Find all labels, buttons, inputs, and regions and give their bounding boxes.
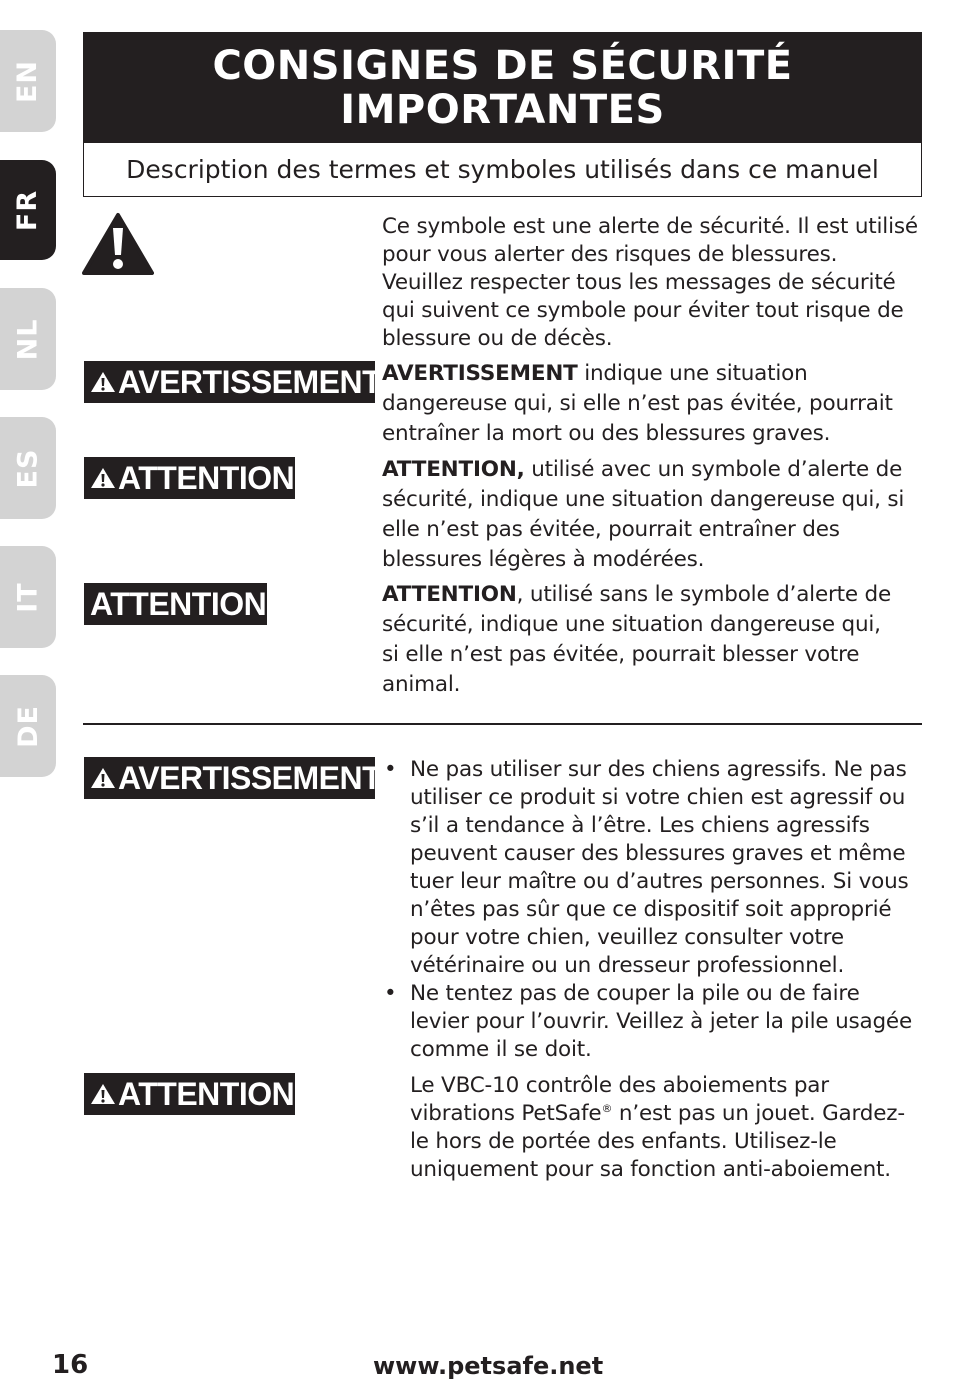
tab-de[interactable]	[0, 675, 56, 777]
warning-item-text: Ne tentez pas de couper la pile ou de faire levier pour l’ouvrir. Veillez à jeter la pile usagée comme il se doit.	[410, 981, 912, 1062]
tab-nl-label: NL	[12, 318, 44, 360]
caution-label	[84, 457, 295, 499]
registered-mark: ®	[601, 1101, 613, 1115]
tab-de-label: DE	[12, 704, 44, 748]
warning-triangle-icon	[90, 1082, 116, 1106]
list-item	[382, 756, 922, 980]
alert-symbol-description: Ce symbole est une alerte de sécurité. Il est utilisé pour vous alerter des risques de blessures. Veuillez respecter tous les messages de sécurité qui suivent ce symbole pour éviter tout risque de blessure ou de décès.	[382, 214, 918, 351]
warning-label-text: AVERTISSEMENT	[118, 364, 382, 400]
caution-section-label-text: ATTENTION	[118, 1076, 295, 1112]
warning-description	[382, 359, 922, 449]
tab-it[interactable]	[0, 546, 56, 648]
warnings-label-text: AVERTISSEMENT	[118, 760, 382, 796]
caution-description-text: utilisé avec un symbole d’alerte de sécurité, indique une situation dangereuse qui, si elle n’est pas évitée, pourrait entraîner des blessures légères à modérées.	[382, 457, 905, 572]
page-subtitle: Description des termes et symboles utilisés dans ce manuel	[83, 143, 922, 197]
warning-triangle-icon	[82, 212, 154, 276]
page-title-line-2: IMPORTANTES	[340, 86, 665, 133]
warning-triangle-icon	[90, 370, 116, 394]
warning-item-text: Ne pas utiliser sur des chiens agressifs. Ne pas utiliser ce produit si votre chien est agressif ou s’il a tendance à l’être. Les chiens agressifs peuvent causer des blessures graves et même tuer leur maître ou d’autres personnes. Si vous n’êtes pas sûr que ce dispositif soit approprié pour votre chien, veuillez consulter votre vétérinaire ou un dresseur professionnel.	[410, 757, 909, 978]
notice-description	[382, 580, 902, 700]
page-title-line-1: CONSIGNES DE SÉCURITÉ	[212, 42, 793, 89]
section-divider	[83, 723, 922, 725]
caution-label-text: ATTENTION	[118, 460, 295, 496]
footer-url[interactable]: www.petsafe.net	[373, 1352, 604, 1380]
caution-section-label	[84, 1073, 295, 1115]
caution-text-part-1: Le VBC-10 contrôle des aboiements par vibrations PetSafe	[410, 1073, 829, 1126]
bullet: •	[384, 757, 397, 782]
tab-es[interactable]	[0, 417, 56, 519]
tab-fr-label: FR	[12, 189, 44, 231]
page-header	[83, 32, 922, 143]
notice-label	[84, 583, 267, 625]
tab-fr[interactable]	[0, 160, 56, 260]
tab-es-label: ES	[12, 448, 44, 488]
caution-text-part-2: n’est pas un jouet. Gardez-le hors de portée des enfants. Utilisez-le uniquement pour sa fonction anti-aboiement.	[410, 1101, 905, 1182]
tab-en[interactable]	[0, 30, 56, 132]
warnings-list	[382, 756, 922, 1064]
caution-term: ATTENTION,	[382, 457, 525, 482]
notice-description-text: , utilisé sans le symbole d’alerte de sécurité, indique une situation dangereuse qui, si elle n’est pas évitée, pourrait blesser votre animal.	[382, 582, 891, 697]
warnings-label	[84, 757, 382, 799]
warning-description-text: indique une situation dangereuse qui, si elle n’est pas évitée, pourrait entraîner la mort ou des blessures graves.	[382, 361, 893, 446]
notice-label-text: ATTENTION	[90, 586, 267, 622]
caution-section-text	[410, 1072, 920, 1184]
notice-term: ATTENTION	[382, 582, 517, 607]
page-number: 16	[52, 1350, 89, 1380]
warning-label	[84, 361, 382, 403]
tab-nl[interactable]	[0, 288, 56, 390]
warning-triangle-icon	[90, 466, 116, 490]
warning-term: AVERTISSEMENT	[382, 361, 578, 386]
list-item	[382, 980, 922, 1064]
tab-it-label: IT	[12, 581, 44, 613]
warning-triangle-icon	[90, 766, 116, 790]
caution-description	[382, 455, 922, 575]
tab-en-label: EN	[12, 59, 44, 103]
bullet: •	[384, 981, 397, 1006]
